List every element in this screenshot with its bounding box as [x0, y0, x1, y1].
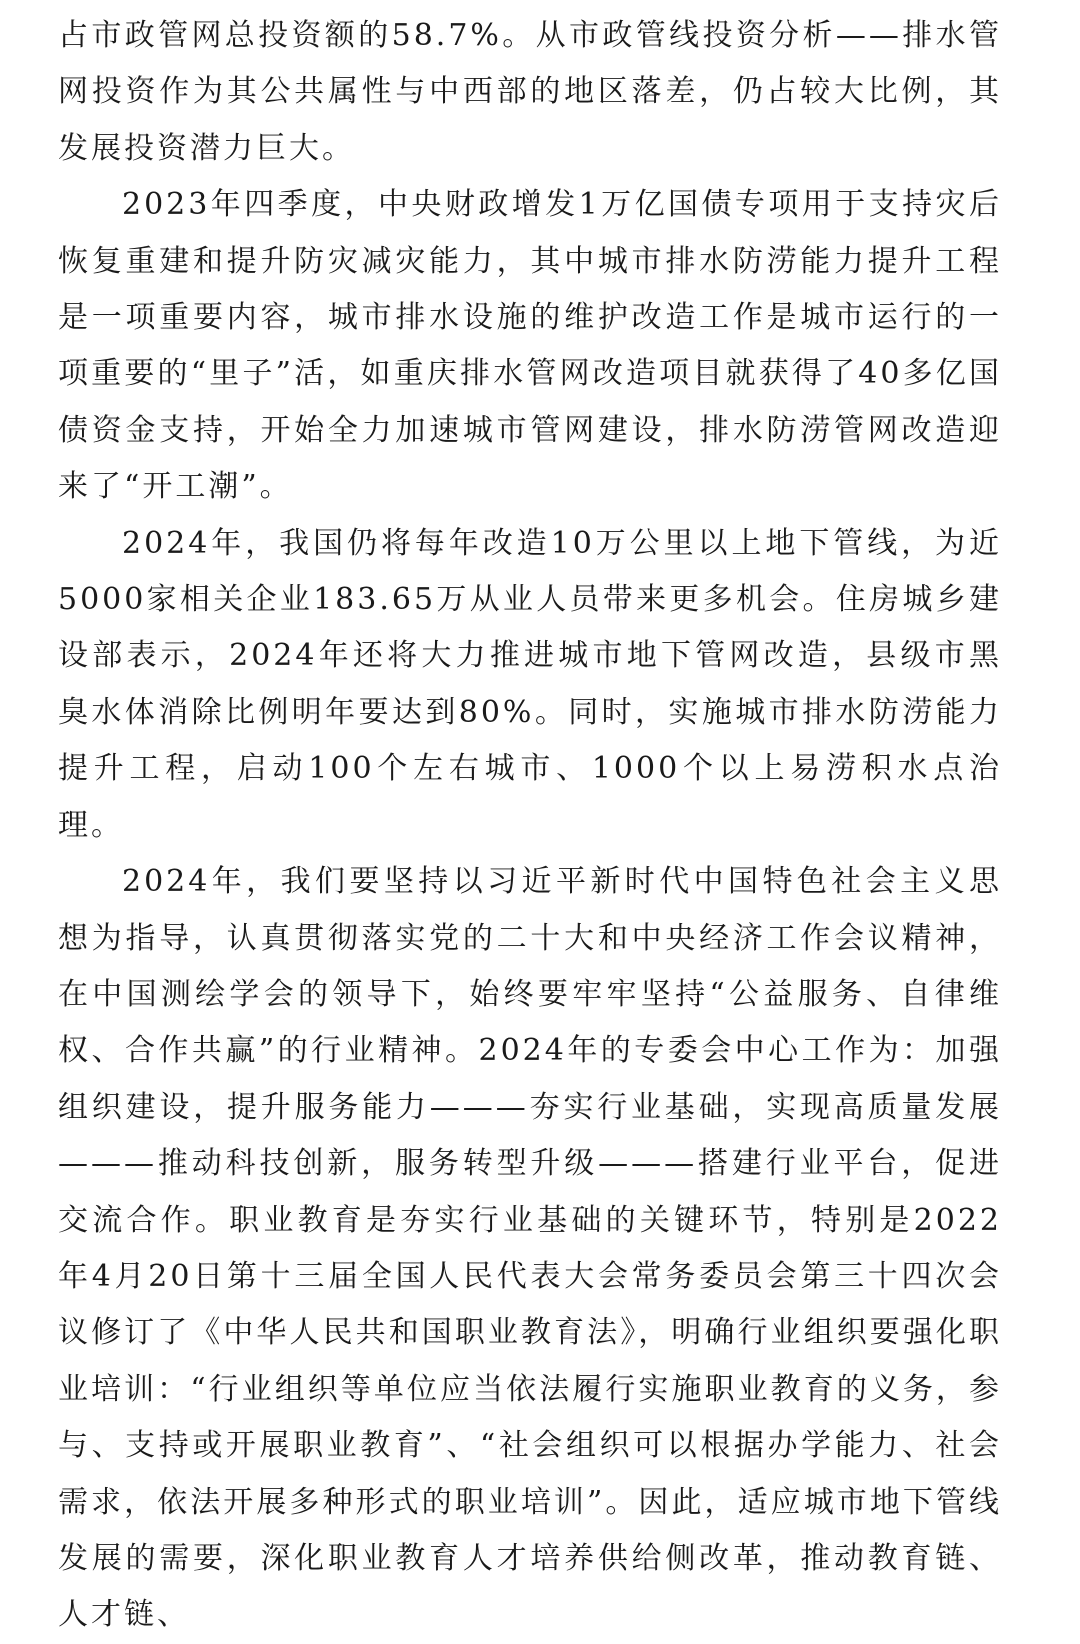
paragraph-2024-committee-work: 2024年，我们要坚持以习近平新时代中国特色社会主义思想为指导，认真贯彻落实党的二十大和中央经济工作会议精神，在中国测绘学会的领导下，始终要牢牢坚持“公益服务、自律维权、合作共赢”的行业精神。2024年的专委会中心工作为：加强组织建设，提升服务能力———夯实行业基础，实现高质量发展———推动科技创新，服务转型升级———搭建行业平台，促进交流合作。职业教育是夯实行业基础的关键环节，特别是2022年4月20日第十三届全国人民代表大会常务委员会第三十四次会议修订了《中华人民共和国职业教育法》，明确行业组织要强化职业培训：“行业组织等单位应当依法履行实施职业教育的义务，参与、支持或开展职业教育”、“社会组织可以根据办学能力、社会需求，依法开展多种形式的职业培训”。因此，适应城市地下管线发展的需要，深化职业教育人才培养供给侧改革，推动教育链、人才链、: [58, 864, 1002, 1633]
body-text: [58, 8, 1002, 1644]
paragraph-2023-bonds: 2023年四季度，中央财政增发1万亿国债专项用于支持灾后恢复重建和提升防灾减灾能力，其中城市排水防涝能力提升工程是一项重要内容，城市排水设施的维护改造工作是城市运行的一项重要的“里子”活，如重庆排水管网改造项目就获得了40多亿国债资金支持，开始全力加速城市管网建设，排水防涝管网改造迎来了“开工潮”。: [58, 187, 1002, 505]
paragraph-2024-pipeline-renovation: 2024年，我国仍将每年改造10万公里以上地下管线，为近5000家相关企业183.65万从业人员带来更多机会。住房城乡建设部表示，2024年还将大力推进城市地下管网改造，县级市黑臭水体消除比例明年要达到80%。同时，实施城市排水防涝能力提升工程，启动100个左右城市、1000个以上易涝积水点治理。: [58, 525, 1002, 843]
paragraph-investment-analysis: 占市政管网总投资额的58.7%。从市政管线投资分析——排水管网投资作为其公共属性与中西部的地区落差，仍占较大比例，其发展投资潜力巨大。: [58, 18, 1002, 166]
